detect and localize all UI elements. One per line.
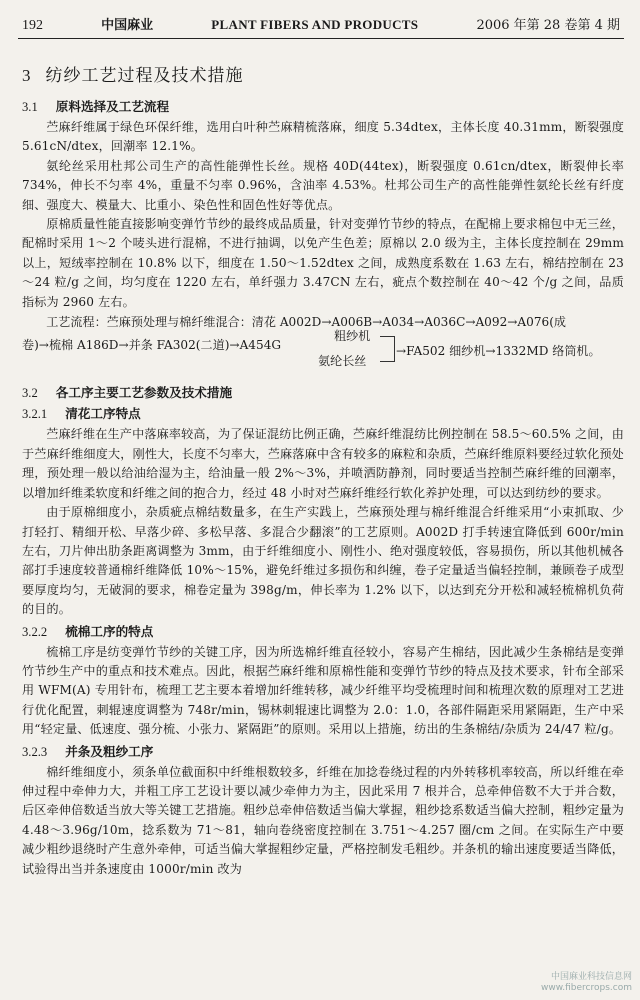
subsection-heading-3-2-1 [22,405,624,423]
paragraph: 原棉质量性能直接影响变弹竹节纱的最终成品质量，针对变弹竹节纱的特点，在配棉上要求棉包中无三丝，配棉时采用 1～2 个唛头进行混棉，不进行抽调，以免产生色差；原棉以 2.0 级为主，主体长度控制在 29mm 以上，短绒率控制在 10.8% 以下，细度在 1.50～1.52dtex 之间，成熟度系数在 1.63 左右，棉结控制在 23～24 粒/g 之间，均匀度在 1220 左右，单纤强力 3.47CN 左右，疵点个数控制在 40～42 个/g 之间，品质指标为 2960 左右。 [22,217,624,309]
running-header [18,12,624,39]
subsection-heading-3-2-2 [22,623,624,641]
subsection-heading-3-2 [22,384,624,402]
flow-merge-bracket [380,336,395,362]
process-flow-line: 工艺流程：苎麻预处理与棉纤维混合：清花 A002D→A006B→A034→A036C→A092→A076(成 [46,315,567,330]
section-heading [22,61,624,86]
watermark [541,972,632,994]
subsection-title: 各工序主要工艺参数及技术措施 [55,385,233,401]
watermark-line-1: 中国麻业科技信息网 [550,972,632,982]
watermark-line-2: www.fibercrops.com [541,983,632,993]
subsection-heading-3-1 [22,98,624,116]
subsection-number: 3.2.2 [22,624,48,639]
paragraph: 由于原棉细度小，杂质疵点棉结数量多，在生产实践上，苎麻预处理与棉纤维混合纤维采用“小束抓取、少打轻打、精细开松、早落少碎、多松早落、多混合少翻滚”的工艺原则。A002D 打手转速宜降低到 600r/min 左右，刀片伸出肋条距离调整为 3mm，由于纤维细度小、刚性小、绝对强度较低，容易损伤，所以其他机械各部打手速度较普通棉纤维降低 10%～15%，避免纤维过多损伤和纠缠，卷子定量适当偏轻控制，兼顾卷子成型要厚度均匀，无破洞的要求，棉卷定量为 398g/m，伸长率为 1.2% 以下，以达到充分开松和减轻梳棉机负荷的目的。 [22,505,624,617]
subsection-title: 原料选择及工艺流程 [55,99,170,114]
subsection-number: 3.2.1 [22,407,48,422]
subsection-heading-3-2-3 [22,743,624,761]
volume-issue: 2006 年第 28 卷第 4 期 [476,18,620,33]
subsection-title: 清花工序特点 [65,406,141,422]
journal-name-en: PLANT FIBERS AND PRODUCTS [211,17,419,32]
process-flow-diagram [18,329,624,380]
subsection-number: 3.2 [22,386,38,401]
section-title: 纺纱工艺过程及技术措施 [45,66,244,86]
flow-branch-top: 粗纱机 [334,329,371,344]
subsection-title: 并条及粗纱工序 [65,743,154,759]
paragraph: 氨纶丝采用杜邦公司生产的高性能弹性长丝。规格 40D(44tex)，断裂强度 0.61cn/dtex，断裂伸长率 734%，伸长不匀率 4%，重量不匀率 0.96%，含油率 4.53%。杜邦公司生产的高性能弹性氨纶长丝有纤度细、强度大、模量大、比重小、染色性和固色性好等优点。 [22,158,624,212]
section-number: 3 [22,66,32,85]
subsection-number: 3.1 [22,100,38,114]
journal-name-cn: 中国麻业 [101,18,154,33]
page-number: 192 [22,18,43,33]
paragraph: 苎麻纤维在生产中落麻率较高，为了保证混纺比例正确，苎麻纤维混纺比例控制在 58.5～60.5% 之间，由于苎麻纤维细度大，刚性大，长度不匀率大，苎麻落麻中含有较多的麻粒和杂质，苎麻纤维原料要经过软化预处理，预处理一般以给油给湿为主，给油量一般 2%～3%，并喷洒防静剂，同时要适当控制苎麻纤维的回潮率，以增加纤维柔软度和纤维之间的抱合力，经过 48 小时对苎麻纤维经行软化养护处理，可以达到纺纱的要求。 [22,427,624,500]
paragraph: 梳棉工序是纺变弹竹节纱的关键工序，因为所选棉纤维直径较小，容易产生棉结，因此减少生条棉结是变弹竹节纱生产中的重点和技术难点。因此，根据苎麻纤维和原棉性能和变弹竹节纱的特点及技术要求，针布全部采用 WFM(A) 专用针布，梳理工艺主要本着增加纤维转移，减少纤维平均受梳理时间和梳理次数的原理对工艺进行优化配置，刺辊速度调整为 748r/min，锡林刺辊速比调整为 2.0：1.0，各部件隔距采用紧隔距，生产中采用“轻定量、低速度、强分梳、小张力、紧隔距”的原则。采用以上措施，纺出的生条棉结/杂质为 24/47 粒/g。 [22,644,624,737]
flow-line-2: 卷)→梳棉 A186D→并条 FA302(二道)→A454G [22,338,282,353]
flow-branch-bottom: 氨纶长丝 [318,354,367,369]
subsection-title: 梳棉工序的特点 [65,623,154,639]
paragraph: 苎麻纤维属于绿色环保纤维，选用白叶种苎麻精梳落麻，细度 5.34dtex，主体长度 40.31mm，断裂强度 5.61cN/dtex，回潮率 12.1%。 [22,120,624,154]
paragraph: 棉纤维细度小，须条单位截面积中纤维根数较多，纤维在加捻卷绕过程的内外转移机率较高，所以纤维在牵伸过程中牵伸力大，并粗工序工艺设计要以减少牵伸力为主，因此采用 7 根并合，总牵伸倍数不大于并合数，后区牵伸倍数适当放大等关键工艺措施。粗纱总牵伸倍数适当偏大掌握，粗纱捻系数适当偏大控制，粗纱定量为 4.48～3.96g/10m，捻系数为 71～81，轴向卷绕密度控制在 3.751～4.257 圈/cm 之间。在实际生产中要减少粗纱退绕时产生意外牵伸，可适当偏大掌握粗纱定量，严格控制发毛粗纱。并条机的输出速度要适当降低，试验得出当并条速度由 1000r/min 改为 [22,764,624,876]
subsection-number: 3.2.3 [22,744,48,759]
flow-line-end: →FA502 细纱机→1332MD 络筒机。 [396,344,601,359]
paper-page [18,12,624,879]
